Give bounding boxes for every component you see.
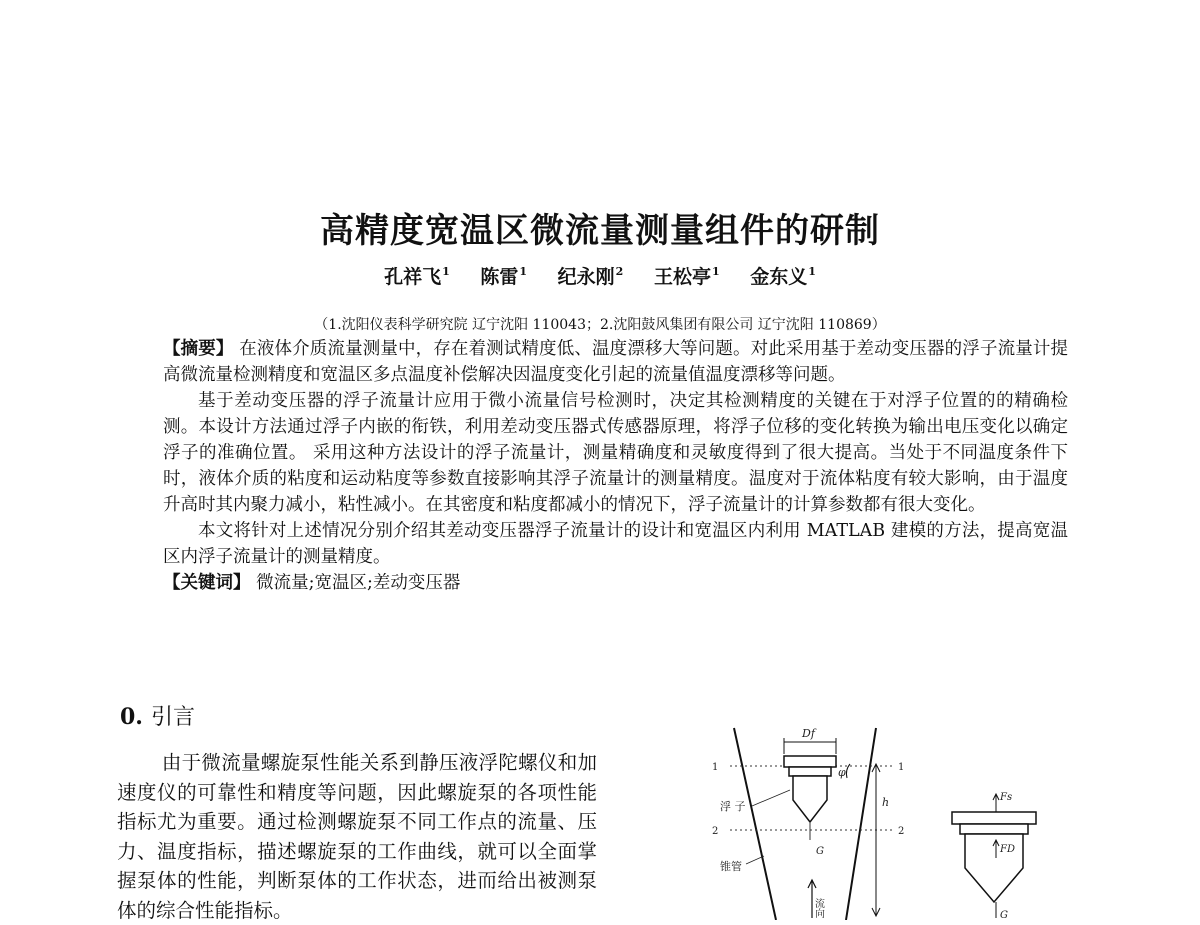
float-neck (789, 767, 831, 776)
author-1: 孔祥飞$^1$ (384, 265, 450, 288)
phi-label: φ (838, 766, 846, 779)
affiliation: （1.沈阳仪表科学研究院 辽宁沈阳 110043；2.沈阳鼓风集团有限公司 辽宁沈阳 110869） (314, 317, 886, 333)
float-leader (752, 790, 790, 806)
tube-label: 锥管 (720, 860, 742, 873)
author-4: 王松亭$^1$ (653, 265, 720, 288)
author-list (0, 262, 1200, 289)
float-flowmeter-figure (700, 718, 1060, 920)
flow-label: 流向 (812, 898, 824, 918)
section-heading (120, 700, 195, 731)
figure-diagram (700, 718, 1060, 920)
float-label: 浮 子 (720, 800, 746, 813)
float-cone (793, 776, 827, 822)
tube-left-wall (734, 728, 776, 920)
level-2-left: 2 (712, 826, 719, 837)
abstract (163, 336, 1068, 596)
force-float-cap (952, 812, 1036, 824)
paper-title: 高精度宽温区微流量测量组件的研制 (320, 211, 880, 251)
author-2: 陈雷$^1$ (480, 265, 528, 288)
g2-label: G (1000, 910, 1008, 920)
abstract-para-2: 基于差动变压器的浮子流量计应用于微小流量信号检测时，决定其检测精度的关键在于对浮子位置的的精确检测。本设计方法通过浮子内嵌的衔铁，利用差动变压器式传感器原理，将浮子位移的变化转换为输出电压变化以确定浮子的准确位置。 采用这种方法设计的浮子流量计，测量精确度和灵敏度得到了很大提高。当处于不同温度条件下时，液体介质的粘度和运动粘度等参数直接影响其浮子流量计的测量精度。温度对于流体粘度有较大影响，由于温度升高时其内聚力减小，粘性减小。在其密度和粘度都减小的情况下，浮子流量计的计算参数都有很大变化。 (163, 391, 1068, 515)
abstract-para-1 (163, 336, 1068, 388)
level-2-right: 2 (898, 826, 905, 837)
keywords-line (163, 570, 1068, 596)
level-1-right: 1 (898, 762, 905, 773)
section-number: 0. (120, 704, 143, 730)
fd-label: FD (1000, 844, 1015, 855)
force-float-neck (960, 824, 1028, 834)
author-5: 金东义$^1$ (750, 265, 816, 288)
level-1-left: 1 (712, 762, 719, 773)
tube-right-wall (846, 728, 876, 920)
abstract-text: 在液体介质流量测量中，存在着测试精度低、温度漂移大等问题。对此采用基于差动变压器的浮子流量计提高微流量检测精度和宽温区多点温度补偿解决因温度变化引起的流量值温度漂移等问题。 (163, 339, 1068, 385)
df-label: Df (802, 727, 815, 740)
intro-paragraph: 由于微流量螺旋泵性能关系到静压液浮陀螺仪和加速度仪的可靠性和精度等问题，因此螺旋泵的各项性能指标尤为重要。通过检测螺旋泵不同工作点的流量、压力、温度指标，描述螺旋泵的工作曲线，就可以全面掌握泵体的性能，判断泵体的工作状态，进而给出被测泵体的综合性能指标。 (117, 751, 597, 922)
author-3: 纪永刚$^2$ (557, 265, 624, 288)
float-cap (784, 756, 836, 767)
keywords-label: 【关键词】 (163, 573, 251, 593)
abstract-para-3: 本文将针对上述情况分别介绍其差动变压器浮子流量计的设计和宽温区内利用 MATLAB 建模的方法，提高宽温区内浮子流量计的测量精度。 (163, 521, 1068, 567)
tube-leader (746, 856, 764, 864)
keywords-text: 微流量;宽温区;差动变压器 (256, 573, 461, 593)
abstract-label: 【摘要】 (163, 339, 234, 359)
gravity-label: G (816, 846, 824, 857)
fs-label: Fs (1000, 792, 1013, 803)
section-title: 引言 (150, 705, 195, 730)
h-label: h (882, 796, 890, 809)
